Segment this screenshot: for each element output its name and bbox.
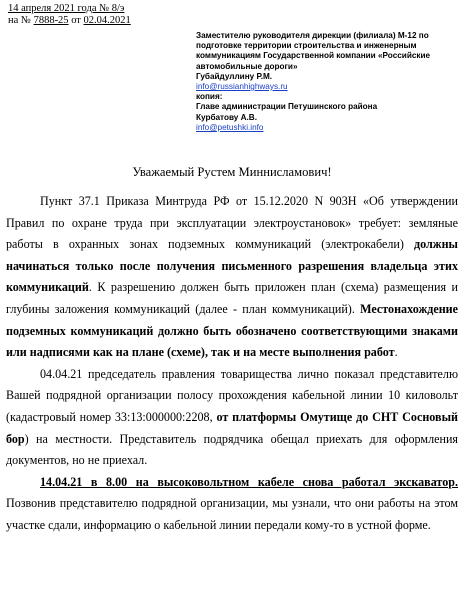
letter-header bbox=[8, 3, 131, 27]
ref-prefix: на № bbox=[8, 15, 31, 26]
addressee-name: Губайдуллину Р.М. bbox=[196, 71, 273, 81]
date-line bbox=[8, 3, 131, 15]
bold-underline-span: 14.04.21 в 8.00 на высоковольтном кабеле снова работал экскаватор. bbox=[40, 474, 458, 489]
addressee-email-link[interactable]: info@russianhighways.ru bbox=[196, 82, 288, 92]
bold-span: должны начинаться только после получения письменного разрешения владельца этих коммуникаций bbox=[6, 237, 458, 295]
addressee-line: Заместителю руководителя дирекции (филиала) М-12 по bbox=[196, 31, 429, 40]
paragraph-2 bbox=[6, 364, 458, 472]
addressee-line: коммуникациям Государственной компании «Российские bbox=[196, 51, 431, 61]
reference-line bbox=[8, 15, 131, 27]
outgoing-date-number: 14 апреля 2021 года № 8/э bbox=[8, 3, 125, 14]
addressee-line: автомобильные дороги» bbox=[196, 61, 298, 71]
bold-span: от платформы Омутище до СНТ Сосновый бор bbox=[6, 409, 458, 446]
paragraph-3 bbox=[6, 472, 458, 537]
text-span: . К разрешению должен быть приложен план (схема) размещения и глубины заложения коммуникаций (далее - план коммуникаций). bbox=[6, 280, 458, 316]
text-span: . bbox=[394, 345, 398, 360]
paragraph-1 bbox=[6, 191, 458, 364]
copy-email-link[interactable]: info@petushki.info bbox=[196, 122, 264, 132]
addressee-block bbox=[196, 31, 458, 133]
text-span: Позвонив представителю подрядной организации, мы узнали, что они работы на этом участке сдали, информацию о кабельной линии передали кому-то в устной форме. bbox=[6, 496, 458, 532]
copy-label: копия: bbox=[196, 92, 223, 102]
letter-body bbox=[6, 191, 458, 537]
ref-date: 02.04.2021 bbox=[83, 15, 131, 26]
ref-from: от bbox=[71, 15, 81, 26]
bold-span: Местонахождение подземных коммуникаций должно быть обозначено соответствующими знаками или надписями как на плане (схеме), так и на месте выполнения работ bbox=[6, 301, 458, 360]
text-span: 04.04.21 председатель правления товарищества лично показал представителю Вашей подрядной организации полосу прохождения кабельной линии 10 киловольт (кадастровый номер 33:13:000000:2208, bbox=[6, 366, 458, 424]
copy-recipient: Главе администрации Петушинского района bbox=[196, 102, 378, 112]
greeting: Уважаемый Рустем Миннисламович! bbox=[132, 165, 332, 179]
ref-number: 7888-25 bbox=[33, 15, 69, 26]
text-span: ) на местности. Представитель подрядчика обещал приехать для оформления документов, но не приехал. bbox=[6, 431, 458, 468]
copy-recipient-name: Курбатову А.В. bbox=[196, 112, 257, 122]
addressee-line: подготовке территории строительства и инженерным bbox=[196, 41, 417, 51]
text-span: Пункт 37.1 Приказа Минтруда РФ от 15.12.2020 N 903Н «Об утверждении Правил по охране труда при эксплуатации электроустановок» требует: земляные работы в охранных зонах подземных коммуникаций (электрокабели) bbox=[6, 194, 458, 252]
